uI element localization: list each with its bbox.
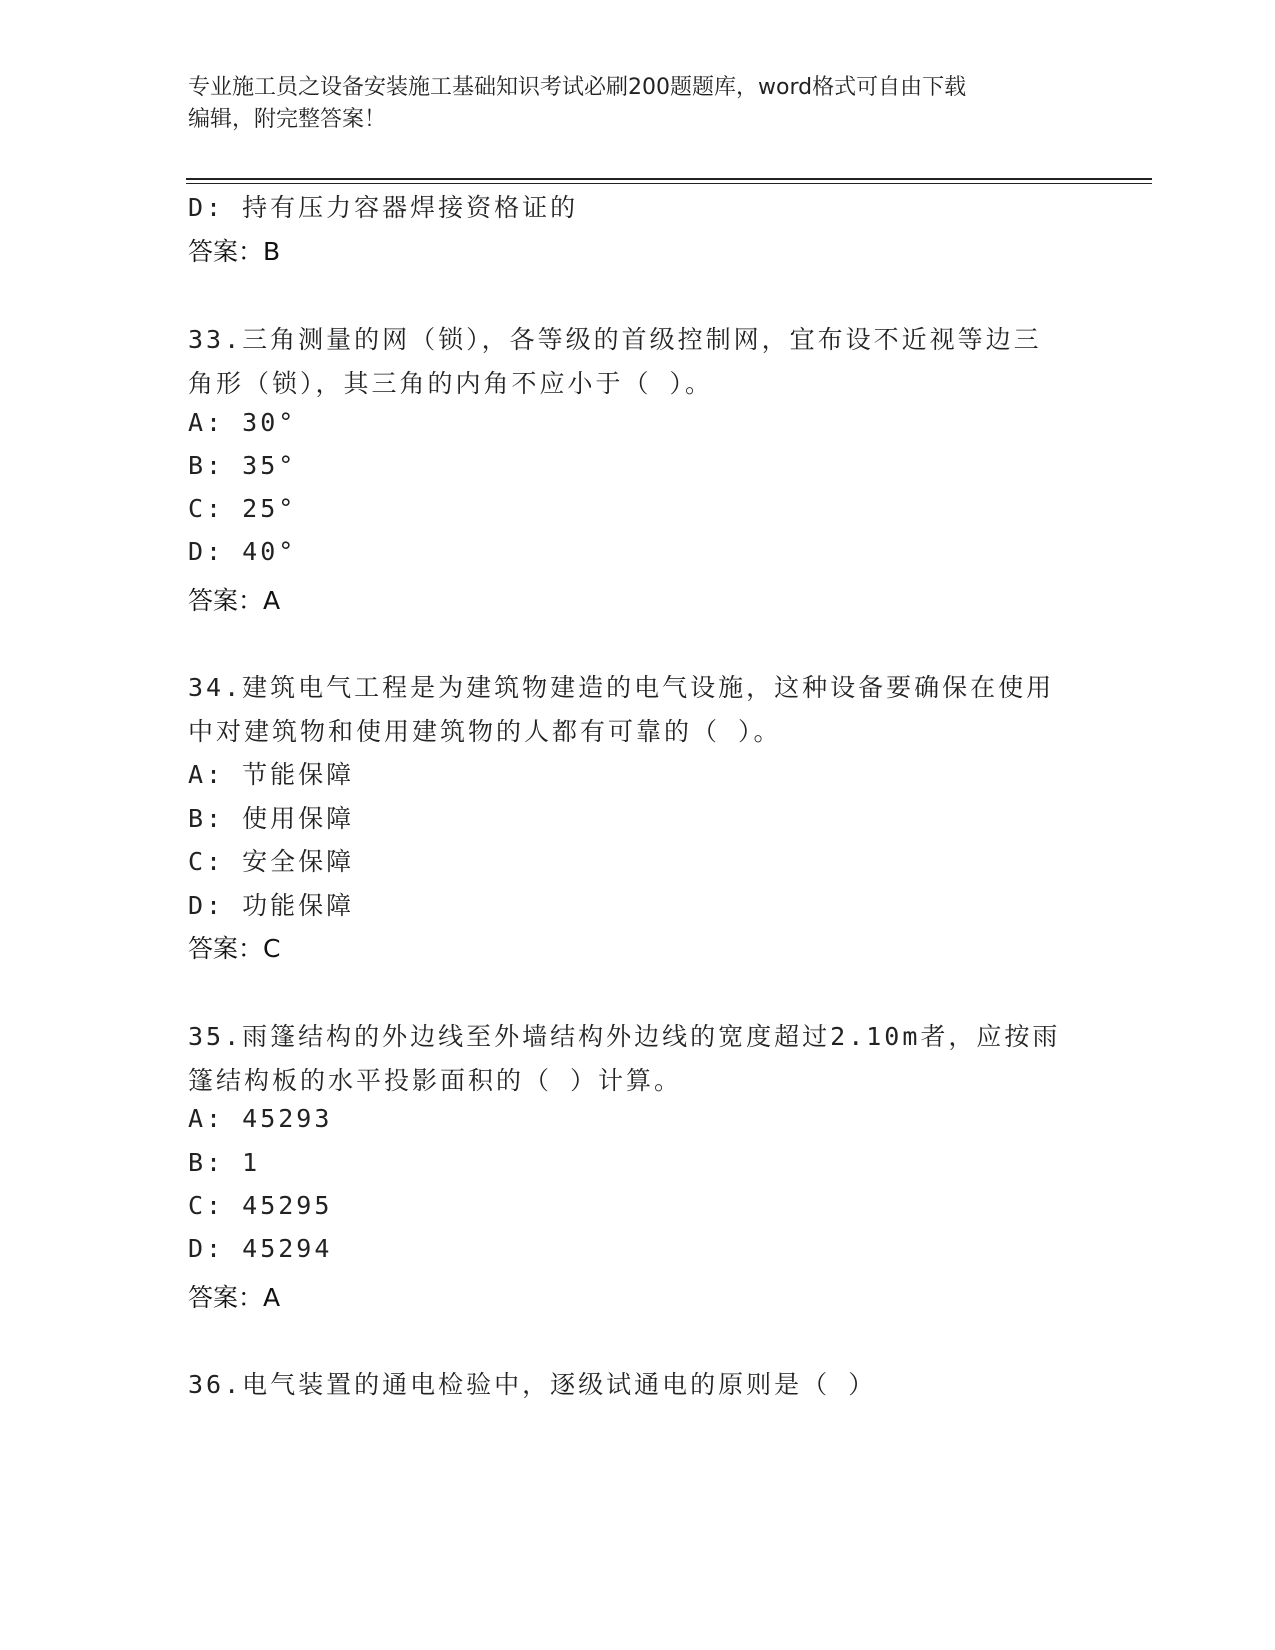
q33-option-a: A: 30° [188, 408, 297, 437]
header-title-line-2: 编辑，附完整答案！ [188, 107, 387, 132]
q35-stem-line-1: 35.雨篷结构的外边线至外墙结构外边线的宽度超过2.10m者，应按雨 [188, 1022, 1061, 1051]
q35-option-b: B: 1 [188, 1148, 261, 1177]
q35-stem-line-2: 篷结构板的水平投影面积的（ ）计算。 [188, 1066, 683, 1095]
header-divider-thin [186, 183, 1152, 184]
q32-option-d: D: 持有压力容器焊接资格证的 [188, 193, 579, 222]
q35-option-c: C: 45295 [188, 1191, 333, 1220]
header-title-line-1: 专业施工员之设备安装施工基础知识考试必刷200题题库，word格式可自由下载 [188, 75, 967, 100]
q35-option-d: D: 45294 [188, 1234, 333, 1263]
q33-stem-line-1: 33.三角测量的网（锁），各等级的首级控制网，宜布设不近视等边三 [188, 325, 1042, 354]
q36-stem-line-1: 36.电气装置的通电检验中，逐级试通电的原则是（ ） [188, 1370, 877, 1399]
q35-answer: 答案：A [188, 1283, 281, 1312]
q33-option-b: B: 35° [188, 451, 297, 480]
q35-option-a: A: 45293 [188, 1104, 333, 1133]
q34-option-a: A: 节能保障 [188, 760, 355, 789]
q33-answer: 答案：A [188, 586, 281, 615]
document-header [188, 72, 1068, 136]
q34-stem-line-2: 中对建筑物和使用建筑物的人都有可靠的（ ）。 [188, 717, 782, 746]
q34-stem-line-1: 34.建筑电气工程是为建筑物建造的电气设施，这种设备要确保在使用 [188, 673, 1055, 702]
header-divider-thick [186, 178, 1152, 180]
q34-option-b: B: 使用保障 [188, 804, 355, 833]
q33-stem-line-2: 角形（锁），其三角的内角不应小于（ ）。 [188, 369, 714, 398]
q34-option-c: C: 安全保障 [188, 847, 355, 876]
q32-answer: 答案：B [188, 237, 281, 266]
q33-option-d: D: 40° [188, 537, 297, 566]
q34-option-d: D: 功能保障 [188, 891, 355, 920]
q34-answer: 答案：C [188, 934, 281, 963]
q33-option-c: C: 25° [188, 494, 297, 523]
